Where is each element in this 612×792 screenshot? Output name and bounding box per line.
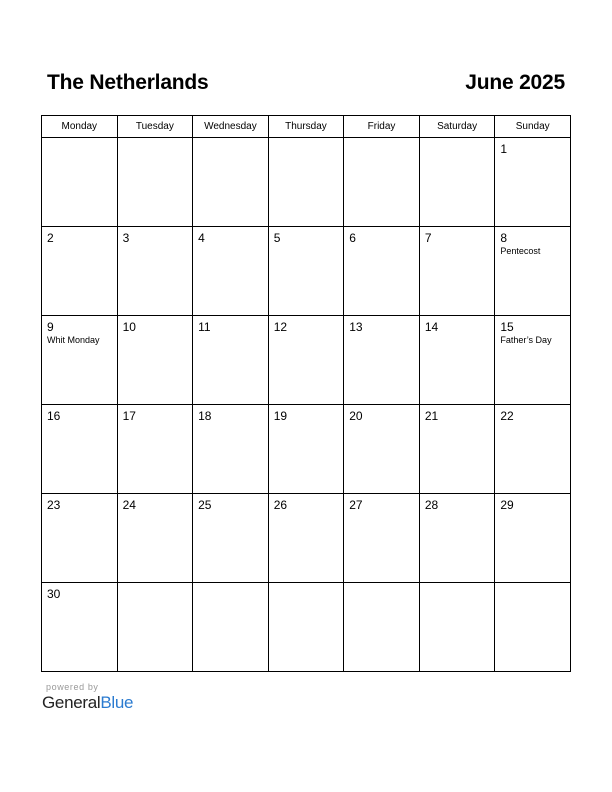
day-cell — [268, 405, 344, 494]
day-cell — [495, 227, 571, 316]
brand-blue-text: Blue — [100, 693, 134, 712]
day-number: 30 — [47, 587, 61, 601]
day-cell — [344, 316, 420, 405]
day-cell — [193, 583, 269, 672]
calendar-body — [42, 138, 571, 672]
weekday-header-friday: Friday — [344, 116, 420, 138]
day-cell — [495, 494, 571, 583]
day-cell — [419, 583, 495, 672]
holiday-label: Whit Monday — [47, 335, 100, 345]
month-year-title: June 2025 — [465, 71, 565, 94]
day-number: 19 — [273, 409, 288, 423]
day-cell — [495, 583, 571, 672]
day-number: 17 — [122, 409, 136, 423]
day-number: 5 — [273, 231, 281, 245]
week-row — [42, 227, 571, 316]
day-cell — [193, 227, 269, 316]
day-cell — [117, 494, 193, 583]
day-cell — [419, 405, 495, 494]
day-cell — [344, 494, 420, 583]
day-number: 27 — [349, 498, 363, 512]
day-cell — [268, 227, 344, 316]
day-cell — [344, 227, 420, 316]
day-cell — [117, 316, 193, 405]
day-number: 20 — [349, 409, 363, 423]
day-cell — [495, 138, 571, 227]
day-number: 8 — [500, 231, 508, 245]
day-number: 26 — [273, 498, 288, 512]
day-cell — [42, 316, 118, 405]
day-cell — [268, 583, 344, 672]
brand-general-text: General — [42, 693, 101, 712]
generalblue-logo — [42, 693, 133, 713]
day-number: 1 — [500, 142, 508, 156]
day-number: 9 — [47, 320, 54, 334]
day-cell — [42, 494, 118, 583]
day-cell — [117, 138, 193, 227]
day-number: 4 — [198, 231, 205, 245]
day-cell — [419, 316, 495, 405]
day-number: 25 — [198, 498, 212, 512]
day-number: 11 — [198, 320, 211, 334]
day-number: 7 — [424, 231, 432, 245]
day-number: 6 — [349, 231, 356, 245]
day-cell — [419, 494, 495, 583]
day-number: 23 — [47, 498, 61, 512]
day-cell — [193, 138, 269, 227]
day-cell — [268, 138, 344, 227]
day-number: 22 — [500, 409, 514, 423]
day-number: 15 — [500, 320, 514, 334]
powered-by-text: powered by — [46, 682, 99, 692]
day-number: 12 — [273, 320, 288, 334]
calendar-grid — [41, 115, 571, 672]
week-row — [42, 494, 571, 583]
day-number: 16 — [47, 409, 61, 423]
day-number: 2 — [47, 231, 54, 245]
day-cell — [193, 405, 269, 494]
week-row — [42, 138, 571, 227]
week-row — [42, 583, 571, 672]
day-number: 21 — [424, 409, 439, 423]
holiday-label: Father’s Day — [500, 335, 552, 345]
weekday-header-row — [42, 116, 571, 138]
day-cell — [117, 405, 193, 494]
weekday-header-sunday: Sunday — [495, 116, 571, 138]
day-number: 24 — [122, 498, 136, 512]
day-cell — [495, 316, 571, 405]
day-cell — [344, 405, 420, 494]
week-row — [42, 316, 571, 405]
day-cell — [42, 405, 118, 494]
week-row — [42, 405, 571, 494]
day-number: 14 — [424, 320, 439, 334]
day-cell — [268, 316, 344, 405]
day-cell — [495, 405, 571, 494]
weekday-header-monday: Monday — [42, 116, 118, 138]
day-number: 13 — [349, 320, 363, 334]
weekday-header-saturday: Saturday — [419, 116, 495, 138]
day-number: 3 — [122, 231, 130, 245]
day-cell — [344, 583, 420, 672]
holiday-label: Pentecost — [500, 246, 541, 256]
day-number: 18 — [198, 409, 212, 423]
day-cell — [419, 227, 495, 316]
day-cell — [193, 494, 269, 583]
country-title: The Netherlands — [47, 71, 209, 94]
weekday-header-thursday: Thursday — [268, 116, 344, 138]
weekday-header-tuesday: Tuesday — [117, 116, 193, 138]
day-number: 10 — [122, 320, 136, 334]
day-cell — [419, 138, 495, 227]
day-number: 28 — [424, 498, 439, 512]
day-cell — [344, 138, 420, 227]
day-cell — [42, 227, 118, 316]
day-cell — [117, 583, 193, 672]
day-cell — [42, 138, 118, 227]
day-cell — [193, 316, 269, 405]
day-cell — [268, 494, 344, 583]
day-cell — [117, 227, 193, 316]
day-number: 29 — [500, 498, 514, 512]
weekday-header-wednesday: Wednesday — [193, 116, 269, 138]
day-cell — [42, 583, 118, 672]
